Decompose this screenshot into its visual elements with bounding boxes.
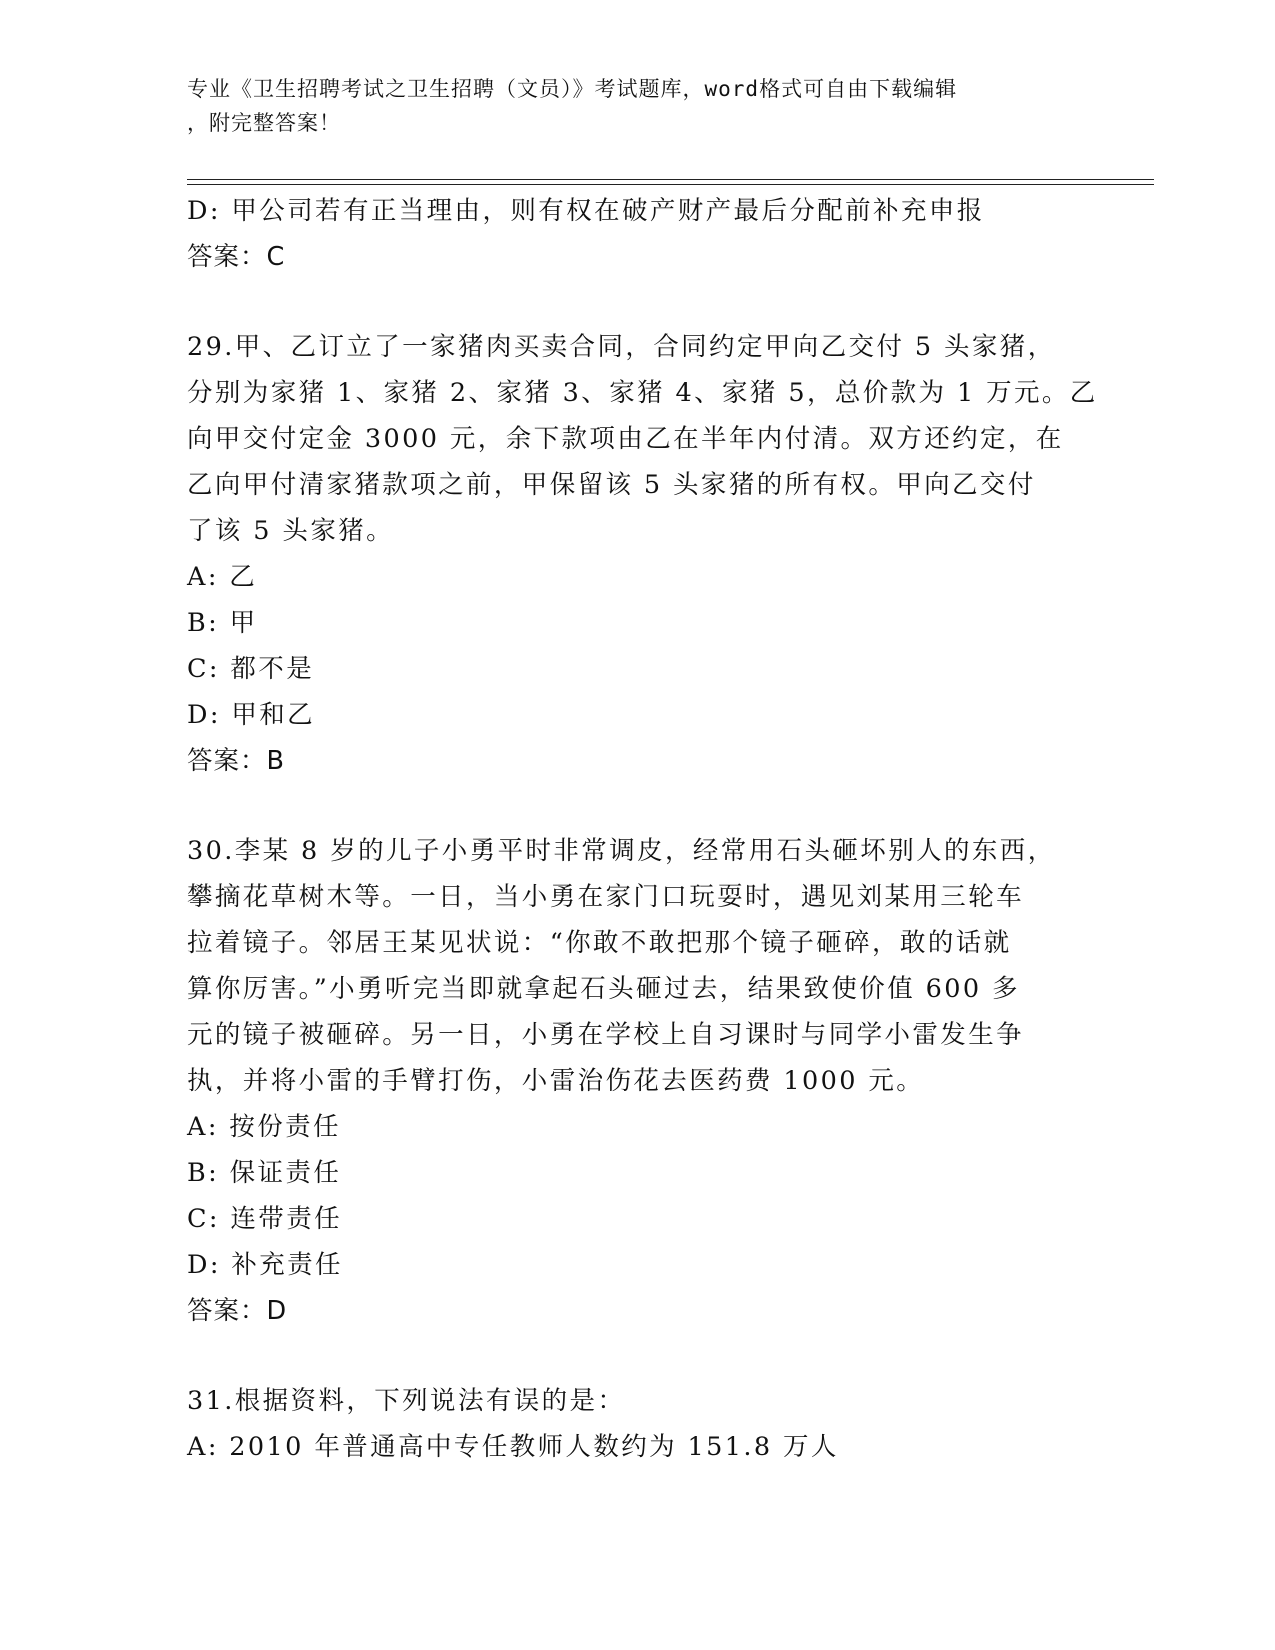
q29-text-line: 乙向甲付清家猪款项之前，甲保留该 5 头家猪的所有权。甲向乙交付 bbox=[187, 470, 1036, 500]
q30-option-a: A: 按份责任 bbox=[187, 1112, 341, 1142]
header-rule-top bbox=[187, 179, 1154, 180]
q30-option-b: B: 保证责任 bbox=[187, 1158, 342, 1188]
q30-answer: 答案：D bbox=[187, 1296, 288, 1326]
question-content bbox=[187, 188, 1098, 1470]
q29-option-d: D: 甲和乙 bbox=[187, 700, 316, 730]
q30-text-line: 执，并将小雷的手臂打伤，小雷治伤花去医药费 1000 元。 bbox=[187, 1066, 925, 1096]
q29-text-line: 29.甲、乙订立了一家猪肉买卖合同，合同约定甲向乙交付 5 头家猪， bbox=[187, 332, 1056, 362]
q30-text-line: 算你厉害。”小勇听完当即就拿起石头砸过去，结果致使价值 600 多 bbox=[187, 974, 1020, 1004]
spacer bbox=[187, 1334, 1067, 1378]
spacer bbox=[187, 280, 1067, 324]
q29-text-line: 向甲交付定金 3000 元，余下款项由乙在半年内付清。双方还约定，在 bbox=[187, 424, 1064, 454]
page-header bbox=[187, 72, 1087, 140]
q29-text-line: 分别为家猪 1、家猪 2、家猪 3、家猪 4、家猪 5，总价款为 1 万元。乙 bbox=[187, 378, 1098, 408]
q29-answer: 答案：B bbox=[187, 746, 285, 776]
q30-option-d: D: 补充责任 bbox=[187, 1250, 343, 1280]
q30-text-line: 元的镜子被砸碎。另一日，小勇在学校上自习课时与同学小雷发生争 bbox=[187, 1020, 1025, 1050]
prev-option-d: D: 甲公司若有正当理由，则有权在破产财产最后分配前补充申报 bbox=[187, 196, 985, 226]
header-line-2: ，附完整答案！ bbox=[187, 111, 341, 135]
q29-option-a: A: 乙 bbox=[187, 562, 258, 592]
q30-text-line: 拉着镜子。邻居王某见状说：“你敢不敢把那个镜子砸碎，敢的话就 bbox=[187, 928, 1012, 958]
q30-option-c: C: 连带责任 bbox=[187, 1204, 343, 1234]
header-rule-bottom bbox=[187, 184, 1154, 185]
q30-text-line: 30.李某 8 岁的儿子小勇平时非常调皮，经常用石头砸坏别人的东西， bbox=[187, 836, 1056, 866]
q29-option-c: C: 都不是 bbox=[187, 654, 315, 684]
header-line-1: 专业《卫生招聘考试之卫生招聘（文员）》考试题库，word格式可自由下载编辑 bbox=[187, 77, 958, 101]
q29-option-b: B: 甲 bbox=[187, 608, 258, 638]
prev-answer: 答案：C bbox=[187, 242, 286, 272]
q29-text-line: 了该 5 头家猪。 bbox=[187, 516, 395, 546]
q31-text-line: 31.根据资料，下列说法有误的是： bbox=[187, 1386, 626, 1416]
q30-text-line: 攀摘花草树木等。一日，当小勇在家门口玩耍时，遇见刘某用三轮车 bbox=[187, 882, 1025, 912]
question-29 bbox=[187, 324, 1098, 784]
question-31 bbox=[187, 1378, 1067, 1470]
q31-option-a: A: 2010 年普通高中专任教师人数约为 151.8 万人 bbox=[187, 1432, 839, 1462]
question-30 bbox=[187, 828, 1067, 1334]
spacer bbox=[187, 784, 1067, 828]
